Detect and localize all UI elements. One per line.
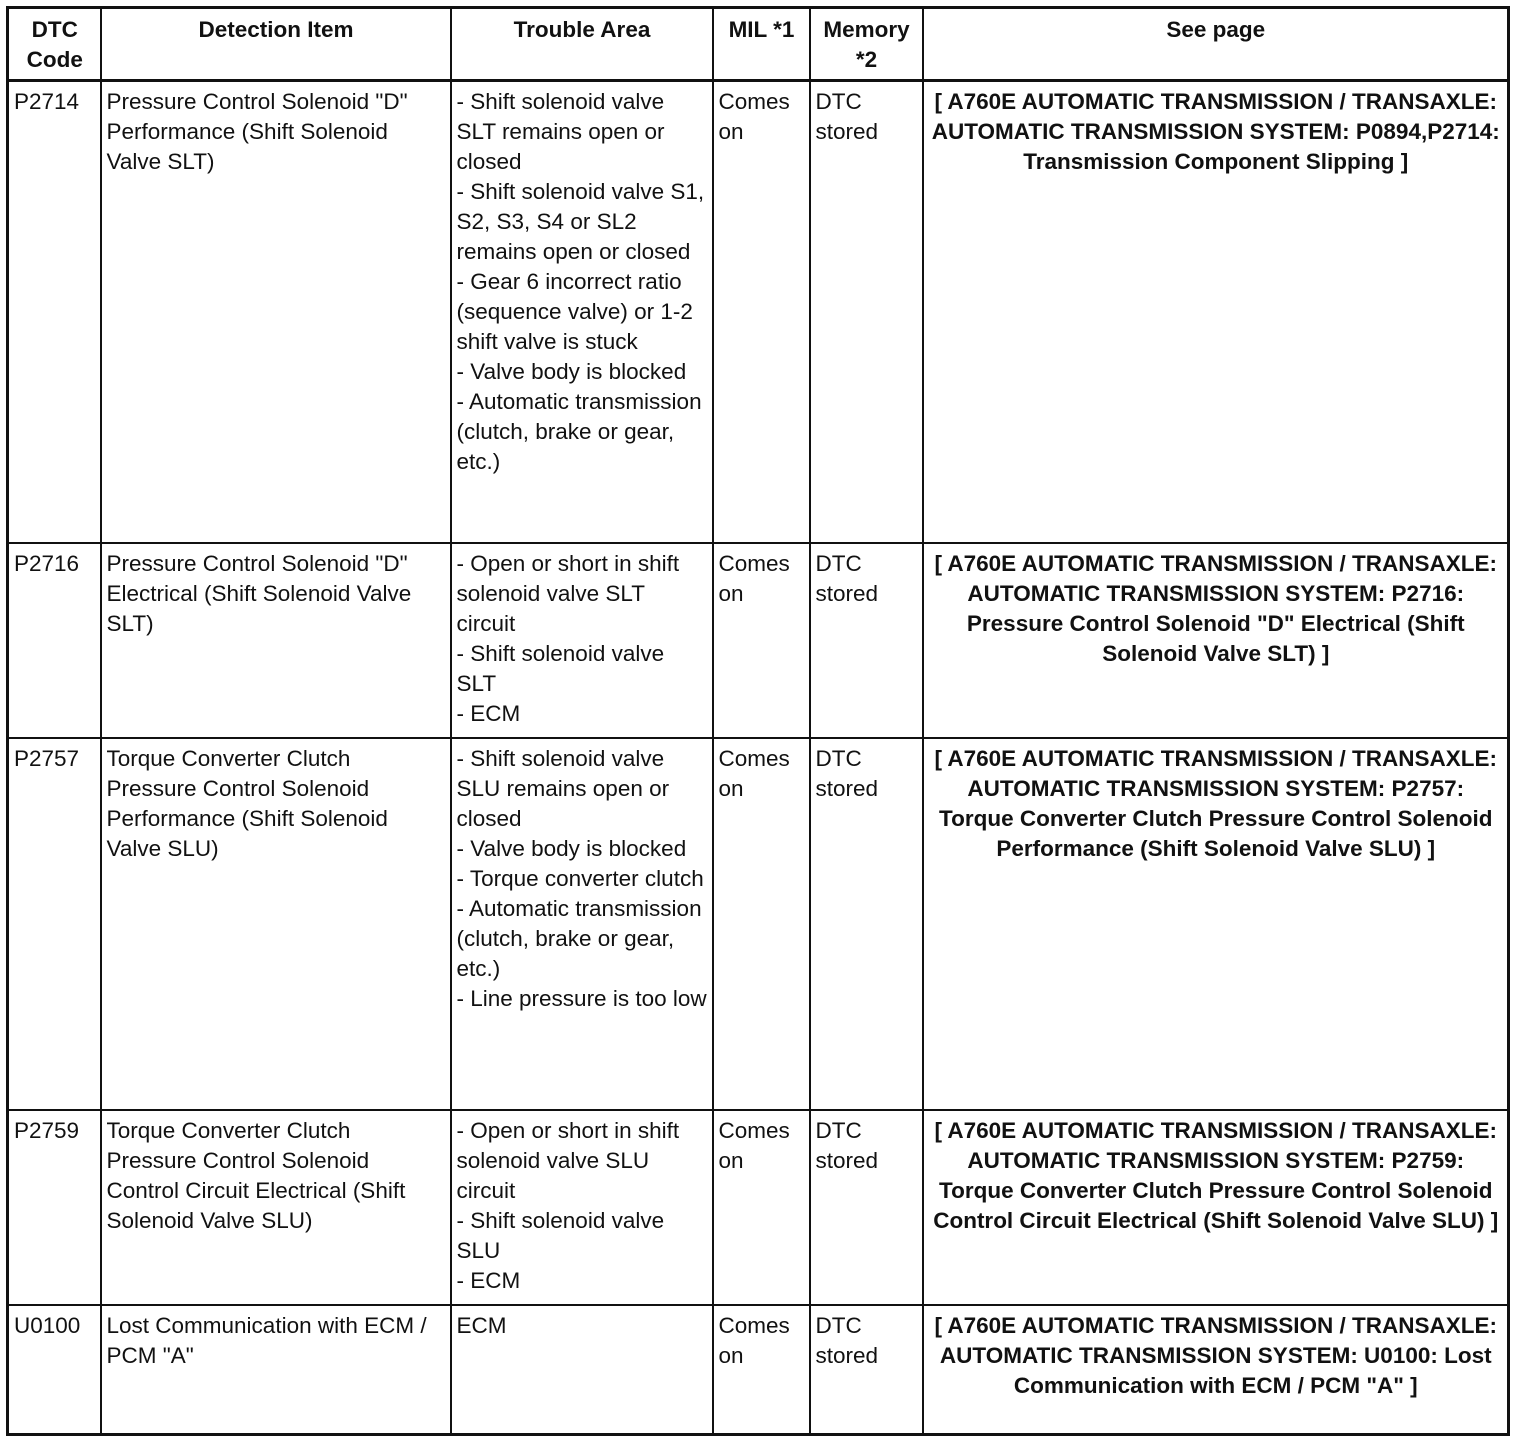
- trouble-area-item: - ECM: [456, 700, 521, 726]
- trouble-area-item: - Valve body is blocked: [456, 835, 687, 861]
- trouble-area-item: - Shift solenoid valve SLU: [456, 1207, 665, 1263]
- detection-item-cell: Torque Converter Clutch Pressure Control Solenoid Performance (Shift Solenoid Valve SLU): [101, 738, 451, 1110]
- mil-cell: Comes on: [713, 543, 810, 738]
- detection-item-cell: Pressure Control Solenoid "D" Electrical (Shift Solenoid Valve SLT): [101, 543, 451, 738]
- trouble-area-item: - Shift solenoid valve SLT remains open or closed: [456, 89, 665, 174]
- trouble-area-item: - ECM: [456, 1267, 521, 1293]
- see-page-link[interactable]: [ A760E AUTOMATIC TRANSMISSION / TRANSAXLE: AUTOMATIC TRANSMISSION SYSTEM: P2759: Torque Converter Clutch Pressure Control Solenoid Control Circuit Electrical (Shift Solenoid Valve SLU) ]: [923, 1110, 1509, 1305]
- dtc-code-cell: P2714: [8, 81, 101, 543]
- dtc-table: [6, 6, 1510, 1436]
- mil-cell: Comes on: [713, 738, 810, 1110]
- trouble-area-item: - Line pressure is too low: [456, 985, 707, 1011]
- trouble-area-cell: [451, 81, 713, 543]
- trouble-area-item: ECM: [456, 1312, 507, 1338]
- trouble-area-item: - Valve body is blocked: [456, 359, 687, 384]
- trouble-area-item: - Automatic transmission (clutch, brake or gear, etc.): [456, 895, 702, 981]
- table-row: [8, 81, 1509, 543]
- trouble-area-item: - Open or short in shift solenoid valve SLT circuit: [456, 550, 680, 636]
- trouble-area-item: - Shift solenoid valve SLU remains open or closed: [456, 745, 670, 831]
- detection-item-cell: Torque Converter Clutch Pressure Control Solenoid Control Circuit Electrical (Shift Solenoid Valve SLU): [101, 1110, 451, 1305]
- header-detection-item: Detection Item: [101, 8, 451, 81]
- trouble-area-cell: [451, 1305, 713, 1435]
- table-row: [8, 1305, 1509, 1435]
- memory-cell: DTC stored: [810, 738, 923, 1110]
- table-body: [8, 81, 1509, 1435]
- detection-item-cell: Pressure Control Solenoid "D" Performance (Shift Solenoid Valve SLT): [101, 81, 451, 543]
- table-row: [8, 1110, 1509, 1305]
- trouble-area-cell: [451, 738, 713, 1110]
- header-dtc-code: DTC Code: [8, 8, 101, 81]
- trouble-area-item: - Gear 6 incorrect ratio (sequence valve) or 1-2 shift valve is stuck: [456, 269, 693, 354]
- mil-cell: Comes on: [713, 1305, 810, 1435]
- memory-cell: DTC stored: [810, 1305, 923, 1435]
- detection-item-cell: Lost Communication with ECM / PCM "A": [101, 1305, 451, 1435]
- trouble-area-item: - Open or short in shift solenoid valve SLU circuit: [456, 1117, 680, 1203]
- trouble-area-cell: [451, 543, 713, 738]
- dtc-code-cell: P2757: [8, 738, 101, 1110]
- dtc-code-cell: P2759: [8, 1110, 101, 1305]
- trouble-area-item: - Torque converter clutch: [456, 865, 704, 891]
- header-mil: MIL *1: [713, 8, 810, 81]
- memory-cell: DTC stored: [810, 1110, 923, 1305]
- dtc-code-cell: P2716: [8, 543, 101, 738]
- header-row: [8, 8, 1509, 81]
- trouble-area-item: - Automatic transmission (clutch, brake or gear, etc.): [456, 389, 702, 474]
- dtc-code-cell: U0100: [8, 1305, 101, 1435]
- table-row: [8, 543, 1509, 738]
- table-row: [8, 738, 1509, 1110]
- table-header: [8, 8, 1509, 81]
- trouble-area-cell: [451, 1110, 713, 1305]
- memory-cell: DTC stored: [810, 543, 923, 738]
- trouble-area-item: - Shift solenoid valve SLT: [456, 640, 665, 696]
- see-page-link[interactable]: [ A760E AUTOMATIC TRANSMISSION / TRANSAXLE: AUTOMATIC TRANSMISSION SYSTEM: P2716: Pressure Control Solenoid "D" Electrical (Shift Solenoid Valve SLT) ]: [923, 543, 1509, 738]
- header-memory: Memory *2: [810, 8, 923, 81]
- mil-cell: Comes on: [713, 1110, 810, 1305]
- header-see-page: See page: [923, 8, 1509, 81]
- see-page-link[interactable]: [ A760E AUTOMATIC TRANSMISSION / TRANSAXLE: AUTOMATIC TRANSMISSION SYSTEM: U0100: Lost Communication with ECM / PCM "A" ]: [923, 1305, 1509, 1435]
- trouble-area-item: - Shift solenoid valve S1, S2, S3, S4 or SL2 remains open or closed: [456, 179, 705, 264]
- see-page-link[interactable]: [ A760E AUTOMATIC TRANSMISSION / TRANSAXLE: AUTOMATIC TRANSMISSION SYSTEM: P2757: Torque Converter Clutch Pressure Control Solenoid Performance (Shift Solenoid Valve SLU) ]: [923, 738, 1509, 1110]
- memory-cell: DTC stored: [810, 81, 923, 543]
- see-page-link[interactable]: [ A760E AUTOMATIC TRANSMISSION / TRANSAXLE: AUTOMATIC TRANSMISSION SYSTEM: P0894,P2714: Transmission Component Slipping ]: [923, 81, 1509, 543]
- header-trouble-area: Trouble Area: [451, 8, 713, 81]
- mil-cell: Comes on: [713, 81, 810, 543]
